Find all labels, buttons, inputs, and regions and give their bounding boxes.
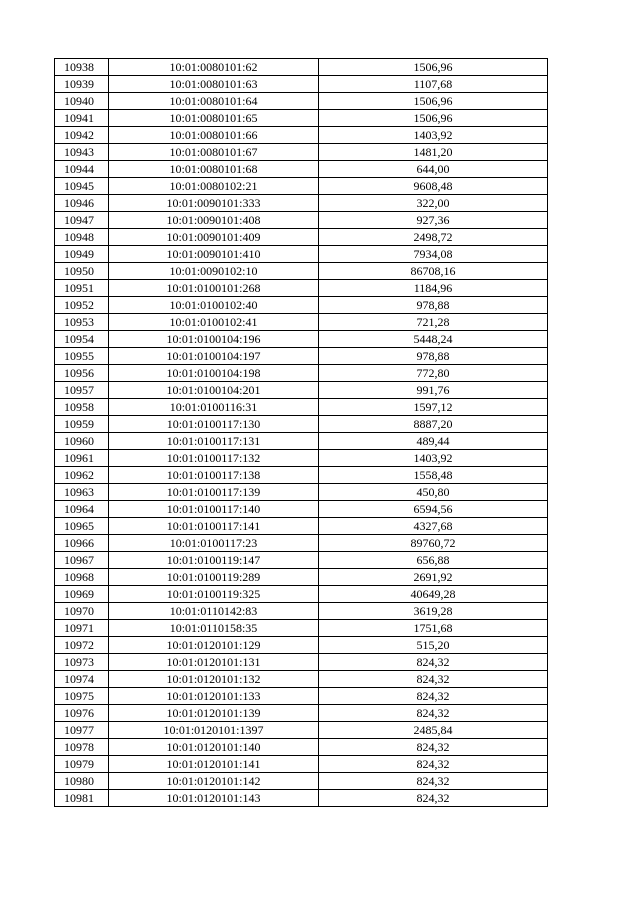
table-row xyxy=(55,246,548,263)
value-cell: 978,88 xyxy=(319,297,548,314)
cadastral-number-cell: 10:01:0080102:21 xyxy=(109,178,319,195)
table-row xyxy=(55,110,548,127)
cadastral-number-cell: 10:01:0120101:131 xyxy=(109,654,319,671)
cadastral-number-cell: 10:01:0120101:1397 xyxy=(109,722,319,739)
table-row xyxy=(55,620,548,637)
cadastral-number-cell: 10:01:0100119:147 xyxy=(109,552,319,569)
cadastral-number-cell: 10:01:0100117:138 xyxy=(109,467,319,484)
row-number-cell: 10952 xyxy=(55,297,109,314)
value-cell: 6594,56 xyxy=(319,501,548,518)
row-number-cell: 10950 xyxy=(55,263,109,280)
value-cell: 2485,84 xyxy=(319,722,548,739)
table-row xyxy=(55,229,548,246)
row-number-cell: 10970 xyxy=(55,603,109,620)
value-cell: 89760,72 xyxy=(319,535,548,552)
cadastral-number-cell: 10:01:0100102:41 xyxy=(109,314,319,331)
row-number-cell: 10943 xyxy=(55,144,109,161)
row-number-cell: 10961 xyxy=(55,450,109,467)
value-cell: 721,28 xyxy=(319,314,548,331)
row-number-cell: 10944 xyxy=(55,161,109,178)
row-number-cell: 10979 xyxy=(55,756,109,773)
row-number-cell: 10951 xyxy=(55,280,109,297)
row-number-cell: 10971 xyxy=(55,620,109,637)
table-row xyxy=(55,756,548,773)
value-cell: 978,88 xyxy=(319,348,548,365)
cadastral-number-cell: 10:01:0090101:333 xyxy=(109,195,319,212)
table-row xyxy=(55,195,548,212)
cadastral-number-cell: 10:01:0100117:139 xyxy=(109,484,319,501)
cadastral-number-cell: 10:01:0120101:143 xyxy=(109,790,319,807)
table-row xyxy=(55,739,548,756)
table-row xyxy=(55,535,548,552)
table-row xyxy=(55,705,548,722)
cadastral-number-cell: 10:01:0100119:289 xyxy=(109,569,319,586)
cadastral-number-cell: 10:01:0080101:67 xyxy=(109,144,319,161)
cadastral-number-cell: 10:01:0080101:66 xyxy=(109,127,319,144)
cadastral-number-cell: 10:01:0080101:64 xyxy=(109,93,319,110)
row-number-cell: 10942 xyxy=(55,127,109,144)
row-number-cell: 10966 xyxy=(55,535,109,552)
row-number-cell: 10954 xyxy=(55,331,109,348)
table-row xyxy=(55,484,548,501)
value-cell: 656,88 xyxy=(319,552,548,569)
row-number-cell: 10953 xyxy=(55,314,109,331)
value-cell: 824,32 xyxy=(319,739,548,756)
row-number-cell: 10949 xyxy=(55,246,109,263)
row-number-cell: 10938 xyxy=(55,59,109,76)
cadastral-number-cell: 10:01:0120101:140 xyxy=(109,739,319,756)
value-cell: 644,00 xyxy=(319,161,548,178)
row-number-cell: 10968 xyxy=(55,569,109,586)
value-cell: 1751,68 xyxy=(319,620,548,637)
value-cell: 4327,68 xyxy=(319,518,548,535)
value-cell: 5448,24 xyxy=(319,331,548,348)
cadastral-number-cell: 10:01:0120101:133 xyxy=(109,688,319,705)
value-cell: 772,80 xyxy=(319,365,548,382)
table-row xyxy=(55,382,548,399)
cadastral-number-cell: 10:01:0100119:325 xyxy=(109,586,319,603)
value-cell: 1403,92 xyxy=(319,127,548,144)
cadastral-value-table xyxy=(54,58,548,807)
value-cell: 1506,96 xyxy=(319,93,548,110)
cadastral-number-cell: 10:01:0120101:142 xyxy=(109,773,319,790)
row-number-cell: 10972 xyxy=(55,637,109,654)
cadastral-number-cell: 10:01:0100116:31 xyxy=(109,399,319,416)
table-row xyxy=(55,790,548,807)
table-row xyxy=(55,263,548,280)
table-row xyxy=(55,569,548,586)
row-number-cell: 10960 xyxy=(55,433,109,450)
cadastral-number-cell: 10:01:0090101:408 xyxy=(109,212,319,229)
value-cell: 927,36 xyxy=(319,212,548,229)
value-cell: 86708,16 xyxy=(319,263,548,280)
value-cell: 1481,20 xyxy=(319,144,548,161)
cadastral-number-cell: 10:01:0120101:129 xyxy=(109,637,319,654)
value-cell: 824,32 xyxy=(319,705,548,722)
cadastral-number-cell: 10:01:0120101:141 xyxy=(109,756,319,773)
cadastral-number-cell: 10:01:0090101:410 xyxy=(109,246,319,263)
table-row xyxy=(55,59,548,76)
cadastral-number-cell: 10:01:0100117:140 xyxy=(109,501,319,518)
value-cell: 1107,68 xyxy=(319,76,548,93)
cadastral-number-cell: 10:01:0100104:197 xyxy=(109,348,319,365)
row-number-cell: 10967 xyxy=(55,552,109,569)
table-row xyxy=(55,365,548,382)
table-row xyxy=(55,518,548,535)
row-number-cell: 10939 xyxy=(55,76,109,93)
value-cell: 8887,20 xyxy=(319,416,548,433)
table-row xyxy=(55,603,548,620)
cadastral-number-cell: 10:01:0100104:198 xyxy=(109,365,319,382)
row-number-cell: 10975 xyxy=(55,688,109,705)
value-cell: 2498,72 xyxy=(319,229,548,246)
row-number-cell: 10940 xyxy=(55,93,109,110)
value-cell: 824,32 xyxy=(319,688,548,705)
cadastral-number-cell: 10:01:0100117:141 xyxy=(109,518,319,535)
value-cell: 1403,92 xyxy=(319,450,548,467)
cadastral-number-cell: 10:01:0080101:62 xyxy=(109,59,319,76)
table-row xyxy=(55,297,548,314)
value-cell: 9608,48 xyxy=(319,178,548,195)
table-row xyxy=(55,314,548,331)
value-cell: 824,32 xyxy=(319,671,548,688)
table-row xyxy=(55,93,548,110)
table-row xyxy=(55,399,548,416)
value-cell: 991,76 xyxy=(319,382,548,399)
table-row xyxy=(55,280,548,297)
value-cell: 450,80 xyxy=(319,484,548,501)
table-row xyxy=(55,722,548,739)
row-number-cell: 10965 xyxy=(55,518,109,535)
cadastral-number-cell: 10:01:0100117:131 xyxy=(109,433,319,450)
row-number-cell: 10946 xyxy=(55,195,109,212)
row-number-cell: 10945 xyxy=(55,178,109,195)
value-cell: 1184,96 xyxy=(319,280,548,297)
table-row xyxy=(55,501,548,518)
cadastral-number-cell: 10:01:0100104:196 xyxy=(109,331,319,348)
row-number-cell: 10969 xyxy=(55,586,109,603)
table-row xyxy=(55,127,548,144)
value-cell: 824,32 xyxy=(319,790,548,807)
row-number-cell: 10958 xyxy=(55,399,109,416)
cadastral-number-cell: 10:01:0100117:23 xyxy=(109,535,319,552)
table-row xyxy=(55,416,548,433)
row-number-cell: 10959 xyxy=(55,416,109,433)
value-cell: 824,32 xyxy=(319,773,548,790)
table-row xyxy=(55,178,548,195)
table-body xyxy=(55,59,548,807)
cadastral-number-cell: 10:01:0080101:68 xyxy=(109,161,319,178)
cadastral-number-cell: 10:01:0110158:35 xyxy=(109,620,319,637)
value-cell: 7934,08 xyxy=(319,246,548,263)
row-number-cell: 10964 xyxy=(55,501,109,518)
value-cell: 824,32 xyxy=(319,654,548,671)
table-row xyxy=(55,586,548,603)
row-number-cell: 10962 xyxy=(55,467,109,484)
value-cell: 322,00 xyxy=(319,195,548,212)
value-cell: 2691,92 xyxy=(319,569,548,586)
table-row xyxy=(55,76,548,93)
table-row xyxy=(55,773,548,790)
row-number-cell: 10973 xyxy=(55,654,109,671)
row-number-cell: 10981 xyxy=(55,790,109,807)
table-row xyxy=(55,654,548,671)
cadastral-number-cell: 10:01:0100104:201 xyxy=(109,382,319,399)
row-number-cell: 10941 xyxy=(55,110,109,127)
cadastral-number-cell: 10:01:0100102:40 xyxy=(109,297,319,314)
row-number-cell: 10955 xyxy=(55,348,109,365)
row-number-cell: 10956 xyxy=(55,365,109,382)
value-cell: 1506,96 xyxy=(319,59,548,76)
table-row xyxy=(55,467,548,484)
table-row xyxy=(55,450,548,467)
table-row xyxy=(55,552,548,569)
table-row xyxy=(55,671,548,688)
value-cell: 1558,48 xyxy=(319,467,548,484)
row-number-cell: 10974 xyxy=(55,671,109,688)
table-row xyxy=(55,637,548,654)
value-cell: 824,32 xyxy=(319,756,548,773)
cadastral-number-cell: 10:01:0100101:268 xyxy=(109,280,319,297)
row-number-cell: 10977 xyxy=(55,722,109,739)
value-cell: 515,20 xyxy=(319,637,548,654)
table-row xyxy=(55,688,548,705)
table-row xyxy=(55,212,548,229)
row-number-cell: 10980 xyxy=(55,773,109,790)
value-cell: 1506,96 xyxy=(319,110,548,127)
cadastral-number-cell: 10:01:0120101:132 xyxy=(109,671,319,688)
table-row xyxy=(55,331,548,348)
value-cell: 40649,28 xyxy=(319,586,548,603)
value-cell: 3619,28 xyxy=(319,603,548,620)
row-number-cell: 10963 xyxy=(55,484,109,501)
value-cell: 1597,12 xyxy=(319,399,548,416)
cadastral-number-cell: 10:01:0110142:83 xyxy=(109,603,319,620)
value-cell: 489,44 xyxy=(319,433,548,450)
row-number-cell: 10957 xyxy=(55,382,109,399)
cadastral-number-cell: 10:01:0120101:139 xyxy=(109,705,319,722)
table-row xyxy=(55,144,548,161)
row-number-cell: 10978 xyxy=(55,739,109,756)
row-number-cell: 10948 xyxy=(55,229,109,246)
table-row xyxy=(55,348,548,365)
table-row xyxy=(55,433,548,450)
row-number-cell: 10976 xyxy=(55,705,109,722)
cadastral-number-cell: 10:01:0100117:132 xyxy=(109,450,319,467)
row-number-cell: 10947 xyxy=(55,212,109,229)
cadastral-number-cell: 10:01:0080101:63 xyxy=(109,76,319,93)
table-row xyxy=(55,161,548,178)
cadastral-number-cell: 10:01:0100117:130 xyxy=(109,416,319,433)
cadastral-number-cell: 10:01:0090102:10 xyxy=(109,263,319,280)
cadastral-number-cell: 10:01:0080101:65 xyxy=(109,110,319,127)
cadastral-number-cell: 10:01:0090101:409 xyxy=(109,229,319,246)
